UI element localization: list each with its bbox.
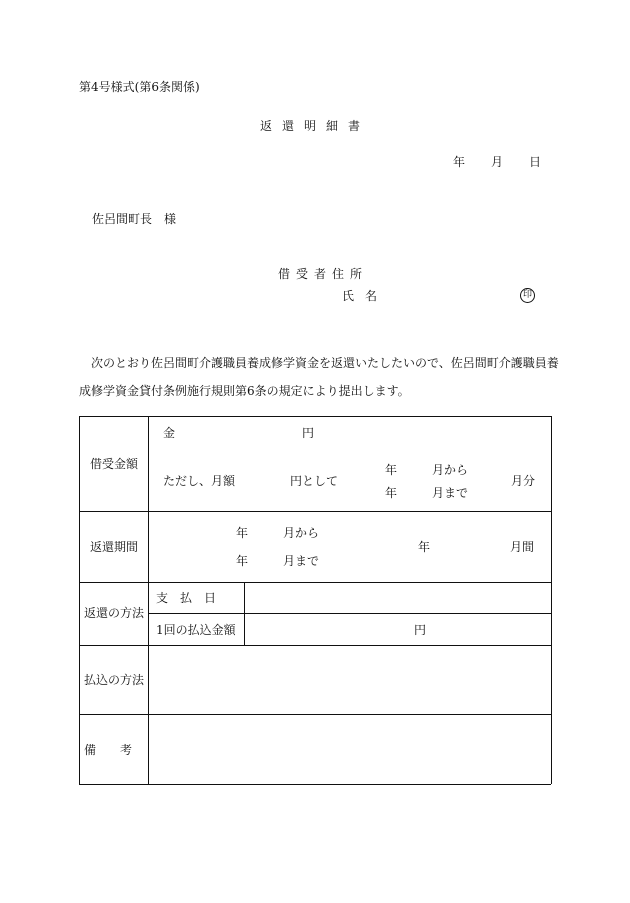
period-from-year: 年 — [236, 526, 249, 540]
date-line — [453, 156, 541, 168]
table-border — [79, 416, 80, 784]
loan-to-year: 年 — [385, 486, 398, 500]
date-year: 年 — [453, 155, 466, 169]
body-line-1: 次のとおり佐呂間町介護職員養成修学資金を返還いたしたいので、佐呂間町介護職員養 — [91, 356, 559, 370]
installment-yen: 円 — [414, 623, 427, 637]
borrower-address-label: 借受者住所 — [278, 267, 369, 281]
installment-label: 1回の払込金額 — [156, 623, 236, 637]
loan-yen-toshite: 円として — [290, 474, 339, 488]
table-divider — [79, 582, 551, 583]
borrower-name-label: 氏名 — [342, 289, 389, 303]
table-divider — [244, 582, 245, 645]
date-month: 月 — [491, 155, 504, 169]
addressee: 佐呂間町長 様 — [92, 212, 177, 226]
remarks-label: 備 考 — [84, 743, 133, 757]
table-divider — [79, 714, 551, 715]
loan-yen: 円 — [302, 426, 315, 440]
period-to-month: 月まで — [283, 554, 320, 568]
table-divider — [79, 511, 551, 512]
loan-monthly-label: ただし、月額 — [163, 474, 236, 488]
table-border — [79, 416, 551, 417]
period-total-year: 年 — [418, 540, 431, 554]
period-total-months: 月間 — [510, 540, 535, 554]
repayment-period-label: 返還期間 — [90, 540, 139, 554]
table-border — [551, 416, 552, 784]
form-number: 第4号様式(第6条関係) — [79, 80, 200, 94]
table-border — [79, 784, 551, 785]
document-title: 返還明細書 — [260, 119, 371, 133]
period-to-year: 年 — [236, 554, 249, 568]
payment-method-label: 払込の方法 — [84, 673, 145, 687]
table-divider — [148, 416, 149, 784]
loan-from-month: 月から — [432, 463, 469, 477]
loan-from-year: 年 — [385, 463, 398, 477]
loan-months: 月分 — [511, 474, 536, 488]
body-line-2: 成修学資金貸付条例施行規則第6条の規定により提出します。 — [79, 384, 410, 398]
seal-text: 印 — [522, 290, 532, 300]
payment-date-label: 支 払 日 — [156, 591, 217, 605]
loan-amount-label: 借受金額 — [90, 457, 139, 471]
repayment-method-label: 返還の方法 — [84, 606, 145, 620]
loan-kin: 金 — [163, 426, 176, 440]
table-divider — [148, 613, 551, 614]
period-from-month: 月から — [283, 526, 320, 540]
date-day: 日 — [529, 155, 542, 169]
table-divider — [79, 645, 551, 646]
loan-to-month: 月まで — [432, 486, 469, 500]
seal-mark — [520, 288, 535, 303]
body-text — [79, 349, 559, 405]
